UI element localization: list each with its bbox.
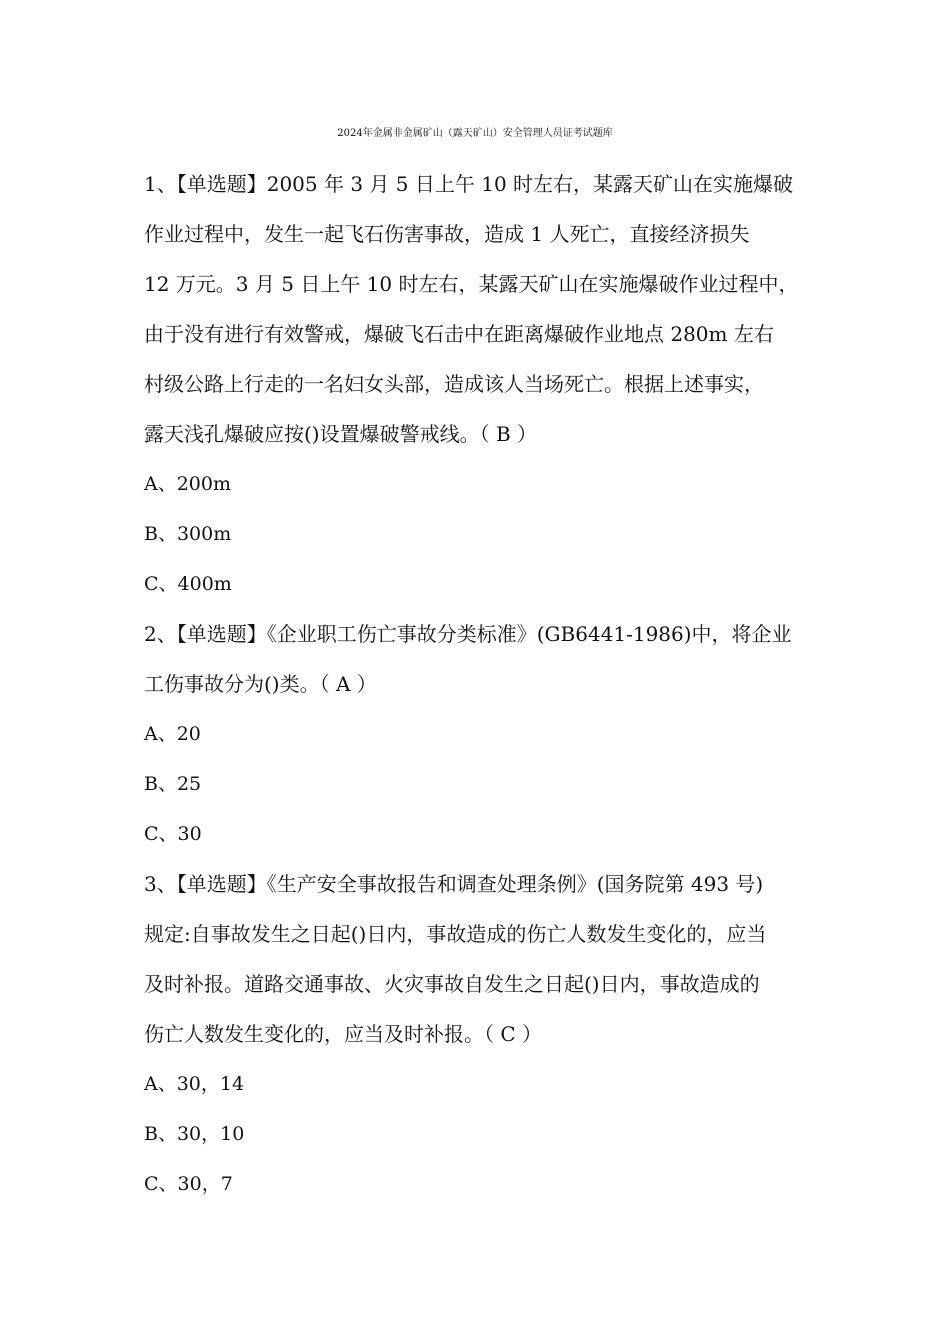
question-3-option-b: B、30，10 bbox=[144, 1123, 245, 1145]
question-1-option-c: C、400m bbox=[144, 573, 232, 595]
question-1-line-1: 1、【单选题】2005 年 3 月 5 日上午 10 时左右，某露天矿山在实施爆破 bbox=[144, 172, 794, 196]
question-1-line-3: 12 万元。3 月 5 日上午 10 时左右，某露天矿山在实施爆破作业过程中， bbox=[144, 272, 799, 296]
question-2-line-1: 2、【单选题】《企业职工伤亡事故分类标准》(GB6441-1986)中，将企业 bbox=[144, 622, 792, 646]
question-1-line-5: 村级公路上行走的一名妇女头部，造成该人当场死亡。根据上述事实， bbox=[144, 372, 764, 396]
question-1-option-a: A、200m bbox=[144, 473, 232, 495]
question-1-line-6: 露天浅孔爆破应按()设置爆破警戒线。（ B ） bbox=[144, 422, 538, 446]
question-3-line-4: 伤亡人数发生变化的，应当及时补报。（ C ） bbox=[144, 1022, 543, 1046]
question-1-line-2: 作业过程中，发生一起飞石伤害事故，造成 1 人死亡，直接经济损失 bbox=[144, 222, 750, 246]
question-3-option-c: C、30，7 bbox=[144, 1173, 233, 1195]
question-2-option-c: C、30 bbox=[144, 823, 202, 845]
question-3-option-a: A、30，14 bbox=[144, 1073, 245, 1095]
question-3-line-2: 规定:自事故发生之日起()日内，事故造成的伤亡人数发生变化的，应当 bbox=[144, 922, 767, 946]
question-3-line-1: 3、【单选题】《生产安全事故报告和调查处理条例》(国务院第 493 号) bbox=[144, 872, 764, 896]
question-1-option-b: B、300m bbox=[144, 523, 232, 545]
question-2-option-b: B、25 bbox=[144, 773, 202, 795]
question-2-line-2: 工伤事故分为()类。（ A ） bbox=[144, 672, 377, 696]
question-3-line-3: 及时补报。道路交通事故、火灾事故自发生之日起()日内，事故造成的 bbox=[144, 972, 760, 996]
question-1-line-4: 由于没有进行有效警戒，爆破飞石击中在距离爆破作业地点 280m 左右 bbox=[144, 322, 774, 346]
document-title: 2024年金属非金属矿山（露天矿山）安全管理人员证考试题库 bbox=[337, 128, 613, 139]
question-2-option-a: A、20 bbox=[144, 723, 201, 745]
